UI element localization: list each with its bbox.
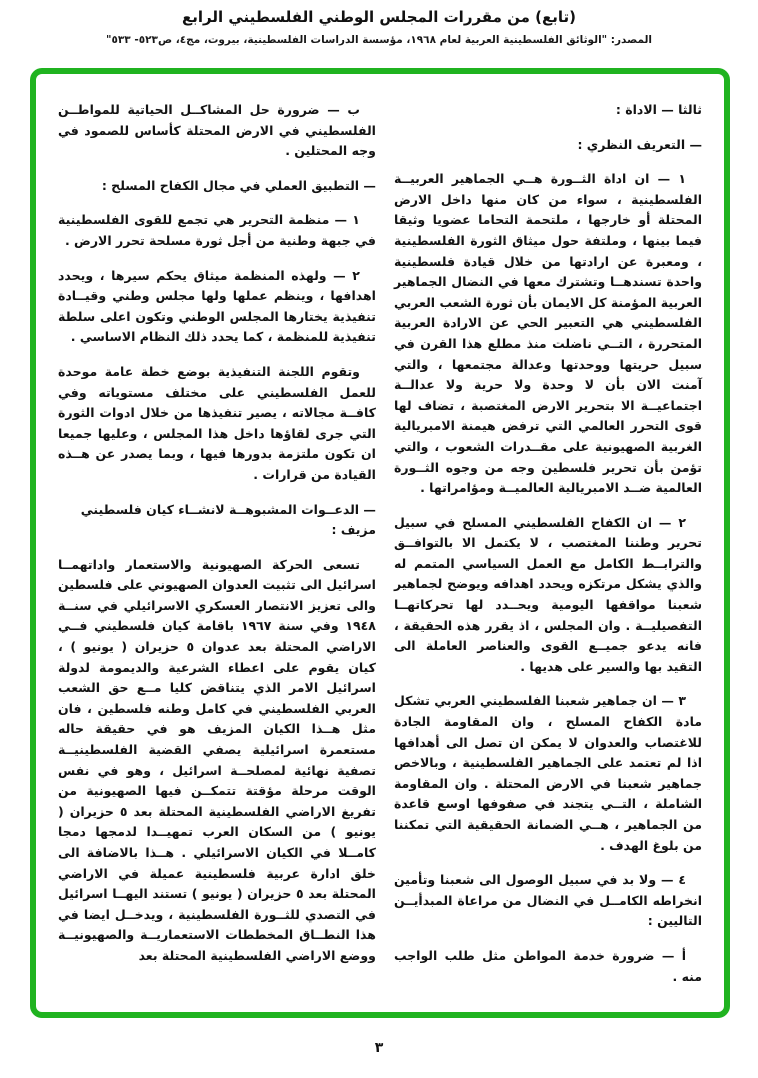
- section-heading: — التطبيق العملي في مجال الكفاح المسلح :: [101, 177, 376, 193]
- paragraph: ٢ — ولهذه المنظمة ميثاق يحكم سيرها ، ويحدد اهدافها ، وينظم عملها ولها مجلس وطني وقيــادة تنفيذية يختارها المجلس الوطني وتكون اعلى سلطة تنفيذية للمنظمة ، كما يحدد ذلك النظام الاساسي .: [58, 267, 376, 345]
- paragraph: وتقوم اللجنة التنفيذية بوضع خطة عامة موحدة للعمل الفلسطيني على مختلف مستوياته وفي كافــة مجالاته ، يصير تنفيذها من خلال ادوات الثورة التي جرى لقاؤها داخل هذا المجلس ، وعليها جميعا ان تكون ملتزمة بدورها فيها ، وبما يصدر عن هــذه القيادة من قرارات .: [58, 363, 376, 482]
- section-heading: — الدعــوات المشبوهــة لانشــاء كيان فلسطيني مزيف :: [80, 501, 376, 538]
- source-line: المصدر: "الوثائق الفلسطينية العربية لعام ١٩٦٨، مؤسسة الدراسات الفلسطينية، بيروت، مج٤، ص٥٢٣- ٥٣٣": [105, 34, 653, 46]
- paragraph: ب — ضرورة حل المشاكــل الحياتية للمواطــن الفلسطيني في الارض المحتلة كأساس للصمود في وجه المحتلين .: [58, 102, 376, 159]
- column-left: [58, 100, 376, 1002]
- paragraph: أ — ضرورة خدمة المواطن مثل طلب الواجب منه .: [393, 947, 702, 984]
- green-border-frame: [30, 68, 730, 1018]
- paragraph: ١ — منظمة التحرير هي تجمع للقوى الفلسطينية في جبهة وطنية من أجل ثورة مسلحة تحرر الارض .: [58, 212, 376, 248]
- page-number: ٣: [374, 1040, 384, 1056]
- paragraph: ١ — ان اداة الثــورة هــي الجماهير العربيــة الفلسطينية ، سواء من كان منها داخل الارض المحتلة أو خارجها ، ملتحمة التحاما عضويا وثيقا فيما بينها ، وملتفة حول ميثاق الثورة الفلسطينية ، ومعبرة عن ارادتها من خلال قيادة فلسطينية واحدة تسندهــا وتشترك معها في النضال الجماهير العربية المؤمنة كل الايمان بأن ثورة الشعب العربي الفلسطيني هي التعبير الحي عن الارادة العربية المتحررة ، التــي ناضلت منذ مطلع هذا القرن في سبيل حريتها ووحدتها وعدالة مجتمعها ، والتي آمنت الان بأن لا وحدة ولا حرية ولا عدالــة اجتماعيــة الا بتحرير الارض المغتصبة ، تضاف لها قوى التحرر العالمي التي ترفض هيمنة الامبريالية الغربية الصهيونية على مقــدرات الشعوب ، والتي تؤمن بأن تحرير فلسطين وجه من وجوه الثــورة العالمية ضــد الامبريالية العالميــة ومؤامراتها .: [393, 171, 702, 496]
- page-header: [0, 8, 758, 46]
- page-title: (تابع) من مقررات المجلس الوطني الفلسطيني الرابع: [182, 8, 576, 26]
- section-heading: ثالثا — الاداة :: [615, 102, 702, 117]
- paragraph: تسعى الحركة الصهيونية والاستعمار واداتهمــا اسرائيل الى تثبيت العدوان الصهيوني على فلسطين والى تعزيز الانتصار العسكري الاسرائيلي في سنــة ١٩٤٨ وفي سنة ١٩٦٧ باقامة كيان فلسطيني فــي الاراضي المحتلة بعد عدوان ٥ حزيران ( يونيو ) ، كيان يقوم على اعطاء الشرعية والديمومة لدولة اسرائيل الامر الذي يتناقض كليا مــع حق الشعب العربي الفلسطيني في كامل وطنه فلسطين ، فان مثل هــذا الكيان المزيف هو في حقيقة حاله مستعمرة اسرائيلية يصفي القضية الفلسطينيــة تصفية نهائية لمصلحــة اسرائيل ، وهو في نفس الوقت مرحلة مؤقتة تتمكــن فيها الصهيونية من تفريغ الاراضي الفلسطينية المحتلة بعد ٥ حزيران ( يونيو ) من السكان العرب تمهيــدا لدمجها دمجا كامــلا في الكيان الاسرائيلي . هــذا بالاضافة الى خلق ادارة عربية فلسطينية عميلة في الاراضي المحتلة بعد ٥ حزيران ( يونيو ) تستند اليهــا اسرائيل في التصدي للثــورة الفلسطينية ، ويدخــل ايضا في هذا النطــاق المخططات الاستعماريــة والصهيونيــة ووضع الاراضي الفلسطينية المحتلة بعد: [58, 556, 376, 963]
- paragraph: ٤ — ولا بد في سبيل الوصول الى شعبنا وتأمين انخراطه الكامــل في النضال من مراعاة المبدأيــن التاليين :: [393, 872, 702, 929]
- paragraph: ٢ — ان الكفاح الفلسطيني المسلح في سبيل تحرير وطننا المغتصب ، لا يكتمل الا بالتوافــق والترابــط الكامل مع العمل السياسي المتمم له والذي يشكل مرتكزه ويحدد اهدافه ويوضح لجماهير شعبنا مواقفها اليومية ويحــدد لها تحركاتهــا التفصيليــة . وان المجلس ، اذ يقرر هذه الحقيقة ، فانه يدعو جميــع القوى والعناصر العاملة الى التقيد بها والسير على هديها .: [393, 514, 702, 674]
- two-column-body: [36, 74, 724, 1012]
- paragraph: ٣ — ان جماهير شعبنا الفلسطيني العربي تشكل مادة الكفاح المسلح ، وان المقاومة الجادة للاغتصاب والعدوان لا يمكن ان تصل الى أهدافها اذا لم تعتمد على الجماهير الفلسطينية ، وبالاخص جماهير شعبنا في الارض المحتلة . وان المقاومة الشاملة ، التــي يتجند في صفوفها اوسع قاعدة من الجماهير ، هــي الضمانة الحقيقية التي تمكننا من بلوغ الهدف .: [393, 693, 702, 853]
- section-heading: — التعريف النظري :: [577, 136, 702, 152]
- column-right: [394, 100, 702, 1002]
